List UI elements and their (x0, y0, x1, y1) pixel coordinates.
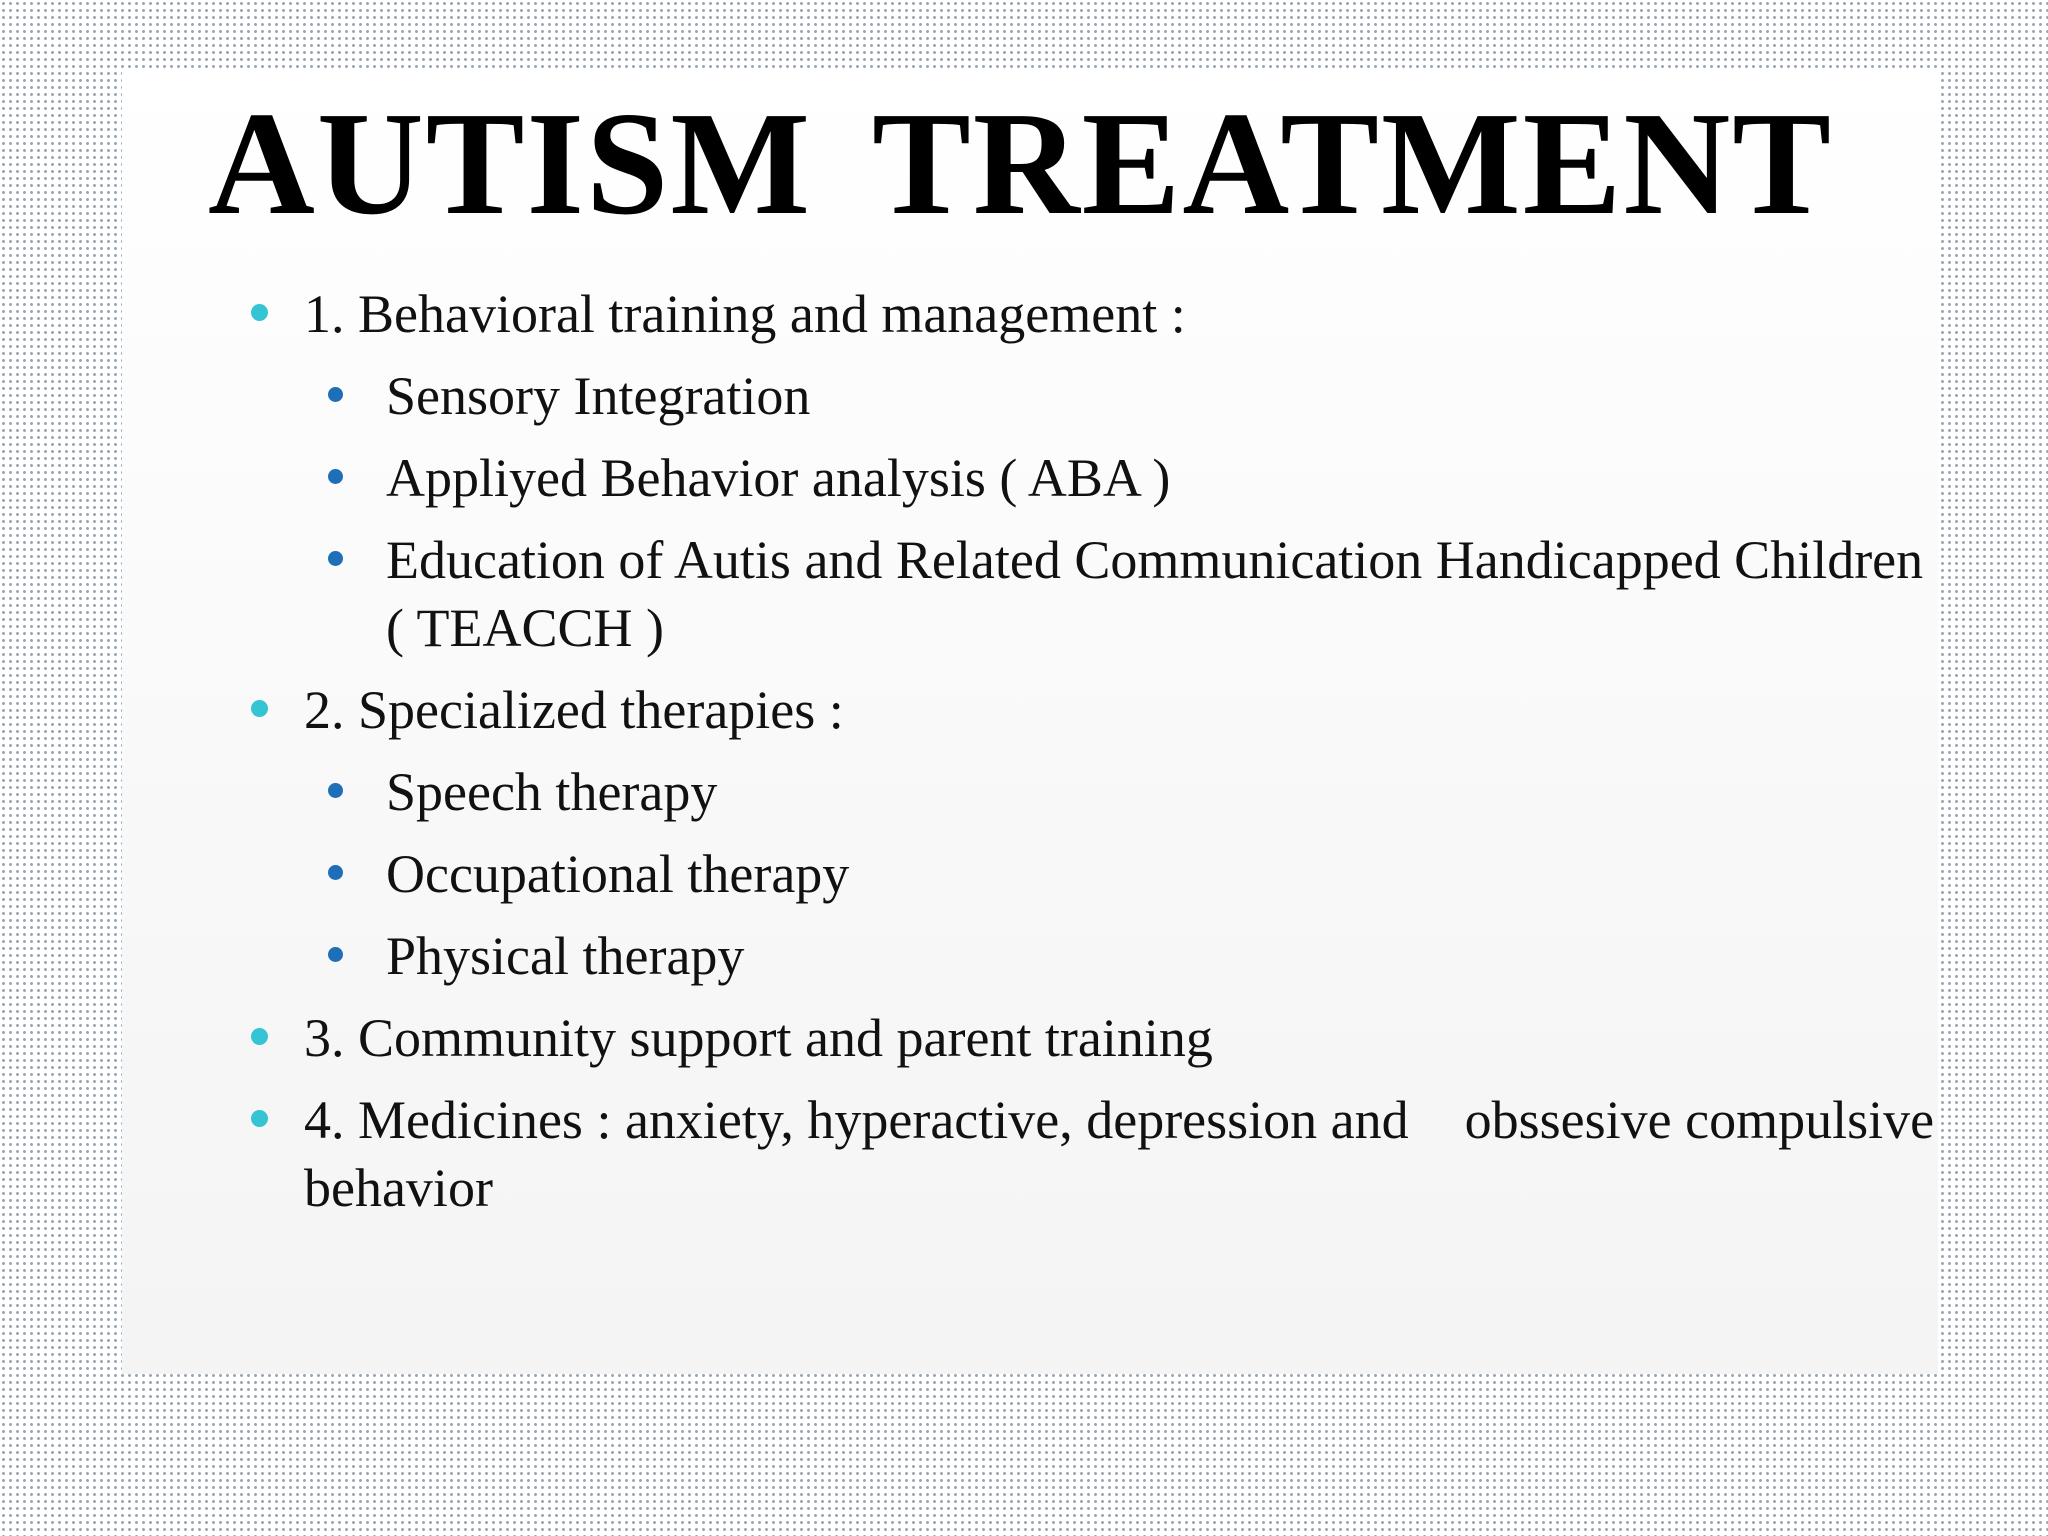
list-item-label: 3. Community support and parent training (304, 1008, 1213, 1068)
list-item-community (247, 1004, 1937, 1072)
sub-item-label: Appliyed Behavior analysis ( ABA ) (386, 448, 1171, 508)
list-item-label-part1: 4. Medicines : anxiety, hyperactive, depression and (304, 1090, 1409, 1150)
bullet-dot-icon (328, 551, 343, 566)
bullet-dot-icon (251, 700, 268, 717)
bullet-list (247, 280, 1937, 1222)
title-word-2: TREATMENT (872, 82, 1833, 246)
list-item-label-part2: obssesive compulsive behavior (304, 1090, 1935, 1218)
bullet-dot-icon (251, 1110, 268, 1127)
bullet-dot-icon (328, 387, 343, 402)
sub-item-label: Occupational therapy (386, 844, 850, 904)
sub-item-physical (304, 922, 1937, 990)
sub-item-label: Speech therapy (386, 762, 718, 822)
list-item-behavioral (247, 280, 1937, 348)
bullet-dot-icon (328, 783, 343, 798)
bullet-dot-icon (328, 947, 343, 962)
sub-item-label: Physical therapy (386, 926, 745, 986)
slide-title (208, 74, 1833, 254)
sub-item-sensory (304, 362, 1937, 430)
sub-item-aba (304, 444, 1937, 512)
list-item-specialized (247, 676, 1937, 744)
sub-item-label: Sensory Integration (386, 366, 811, 426)
list-item-label: 2. Specialized therapies : (304, 680, 844, 740)
title-word-1: AUTISM (208, 82, 813, 246)
slide (122, 70, 1938, 1374)
bullet-dot-icon (328, 469, 343, 484)
sub-item-occupational (304, 840, 1937, 908)
list-item-label: 1. Behavioral training and management : (304, 284, 1186, 344)
bullet-dot-icon (328, 865, 343, 880)
list-item-medicines (247, 1086, 1937, 1222)
bullet-dot-icon (251, 304, 268, 321)
bullet-dot-icon (251, 1028, 268, 1045)
sub-item-speech (304, 758, 1937, 826)
sub-item-teacch (304, 526, 1937, 662)
sub-item-label: Education of Autis and Related Communication Handicapped Children ( TEACCH ) (386, 530, 1924, 658)
